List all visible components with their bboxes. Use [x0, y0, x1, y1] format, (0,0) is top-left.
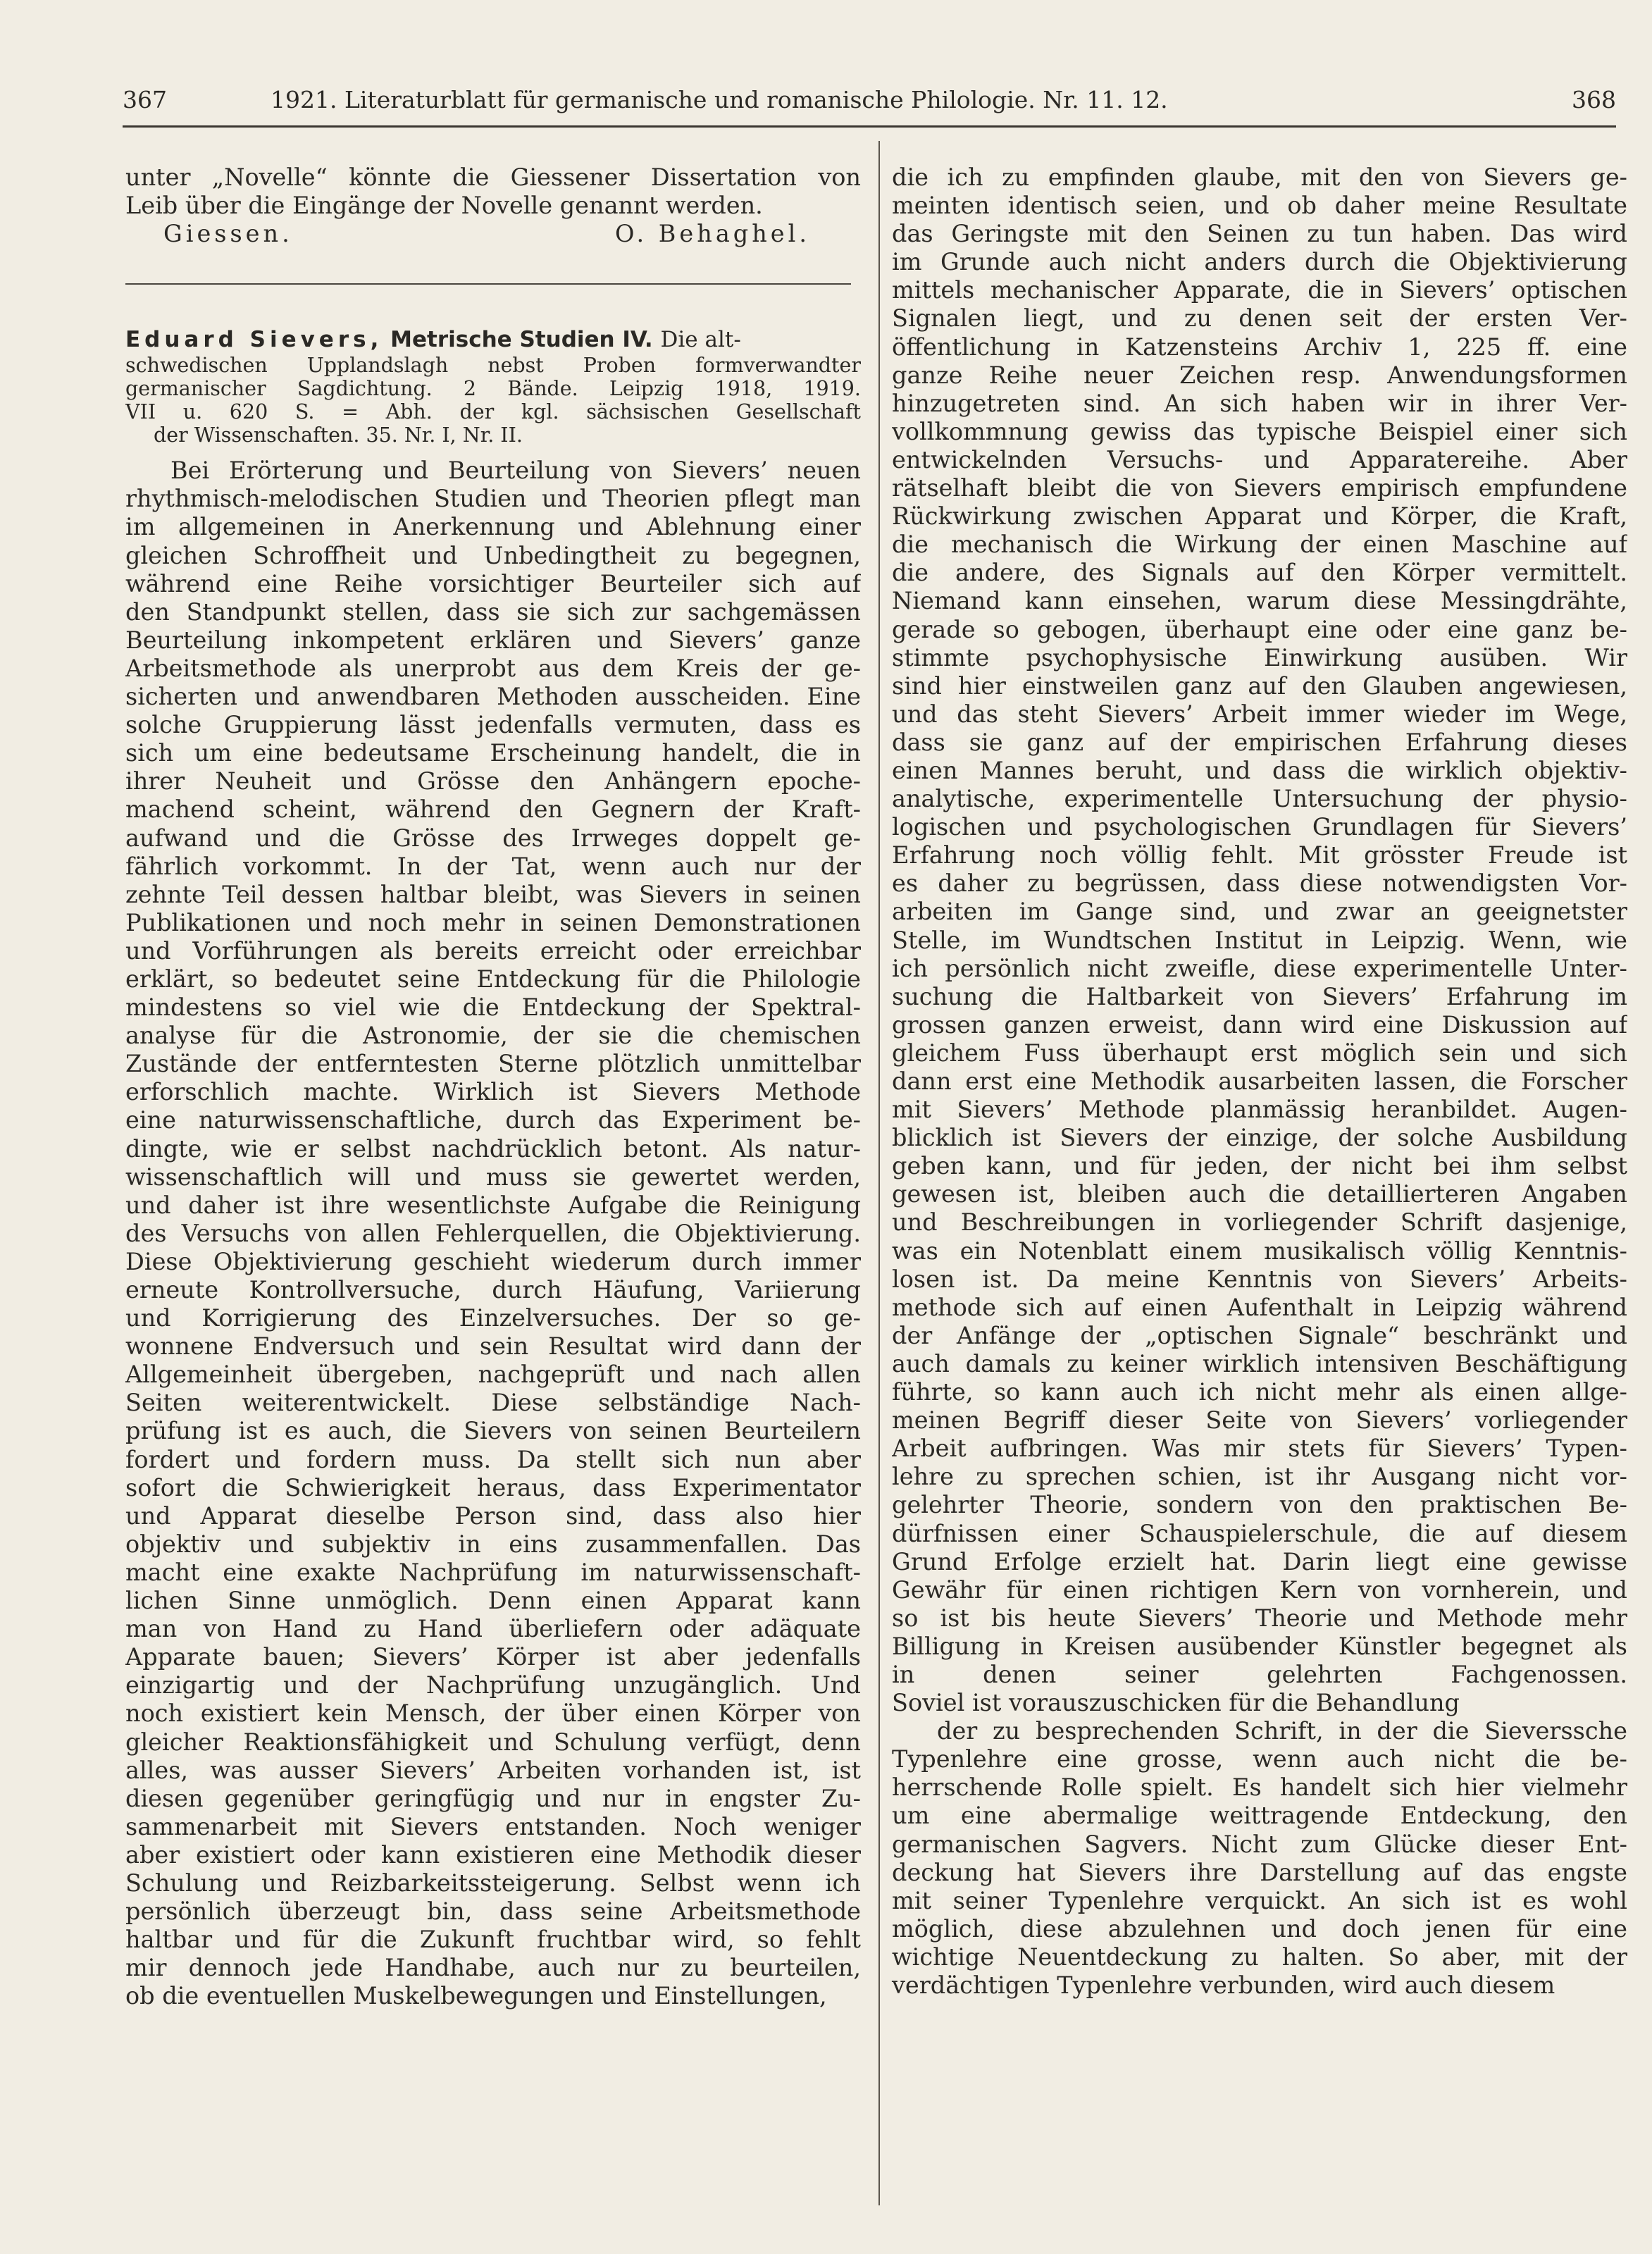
text-line: aber existiert oder kann existieren eine Methodik dieser [125, 1840, 861, 1869]
text-line: meinen Begriff dieser Seite von Sievers’ vorliegender [892, 1406, 1627, 1435]
text-line: haltbar und für die Zukunft fruchtbar wird, so fehlt [125, 1926, 861, 1954]
text-line: grossen ganzen erweist, dann wird eine Diskussion auf [892, 1010, 1627, 1039]
text-line: wissenschaftlich will und muss sie gewertet werden, [125, 1163, 861, 1191]
review-signature [125, 220, 861, 248]
text-line: was ein Notenblatt einem musikalisch völlig Kenntnis- [892, 1237, 1627, 1265]
text-line: Soviel ist vorauszuschicken für die Behandlung [892, 1689, 1460, 1717]
text-line: lehre zu sprechen schien, ist ihr Ausgang nicht vor- [892, 1463, 1627, 1491]
text-line: im Grunde auch nicht anders durch die Objektivierung [892, 248, 1627, 276]
text-line: mit seiner Typenlehre verquickt. An sich ist es wohl [892, 1886, 1627, 1914]
text-line: meinten identisch seien, und ob daher meine Resultate [892, 192, 1627, 220]
text-line: losen ist. Da meine Kenntnis von Sievers’ Arbeits- [892, 1265, 1627, 1293]
text-line: Bei Erörterung und Beurteilung von Sievers’ neuen [170, 457, 861, 485]
review-body-left [125, 457, 861, 2010]
text-line: Schulung und Reizbarkeitssteigerung. Selbst wenn ich [125, 1869, 861, 1897]
text-line: Arbeit aufbringen. Was mir stets für Sievers’ Typen- [892, 1435, 1627, 1463]
text-line: die mechanisch die Wirkung der einen Maschine auf [892, 531, 1627, 559]
text-line: möglich, diese abzulehnen und doch jenen für eine [892, 1914, 1627, 1943]
text-line: Erfahrung noch völlig fehlt. Mit grösster Freude ist [892, 841, 1627, 869]
text-line: so ist bis heute Sievers’ Theorie und Methode mehr [892, 1604, 1627, 1632]
bibliographic-line: der Wissenschaften. 35. Nr. I, Nr. II. [154, 423, 523, 447]
text-line: das Geringste mit den Seinen zu tun haben. Das wird [892, 220, 1627, 248]
text-line: Billigung in Kreisen ausübender Künstler begegnet als [892, 1632, 1627, 1660]
signature-place: Giessen. [163, 220, 293, 248]
text-line: alles, was ausser Sievers’ Arbeiten vorhanden ist, ist [125, 1756, 861, 1784]
text-line: die andere, des Signals auf den Körper vermittelt. [892, 559, 1627, 587]
bibliographic-line: VII u. 620 S. = Abh. der kgl. sächsischen Gesellschaft [125, 400, 861, 424]
text-line: des Versuchs von allen Fehlerquellen, die Objektivierung. [125, 1219, 861, 1247]
bibliographic-line: schwedischen Upplandslagh nebst Proben formverwandter [125, 354, 861, 378]
text-line: auch damals zu keiner wirklich intensiven Beschäftigung [892, 1349, 1627, 1377]
right-column [892, 163, 1627, 2000]
text-line: analytische, experimentelle Untersuchung der physio- [892, 785, 1627, 813]
text-line: und das steht Sievers’ Arbeit immer wieder im Wege, [892, 700, 1627, 728]
text-line: eine naturwissenschaftliche, durch das Experiment be- [125, 1106, 861, 1134]
text-line: Rückwirkung zwischen Apparat und Körper, die Kraft, [892, 502, 1627, 531]
text-line: deckung hat Sievers ihre Darstellung auf das engste [892, 1858, 1627, 1886]
text-line: sicherten und anwendbaren Methoden ausscheiden. Eine [125, 683, 861, 711]
text-line: sofort die Schwierigkeit heraus, dass Experimentator [125, 1473, 861, 1501]
text-line: Publikationen und noch mehr in seinen Demonstrationen [125, 908, 861, 936]
text-line: mindestens so viel wie die Entdeckung der Spektral- [125, 993, 861, 1022]
text-line: ganze Reihe neuer Zeichen resp. Anwendungsformen [892, 361, 1627, 389]
text-line: einen Mannes beruht, und dass die wirklich objektiv- [892, 756, 1627, 784]
text-line: Beurteilung inkompetent erklären und Sievers’ ganze [125, 626, 861, 654]
journal-title: 1921. Literaturblatt für germanische und romanische Philologie. Nr. 11. 12. [271, 86, 1168, 113]
reviewed-subtitle-start: Die alt- [660, 327, 741, 353]
column-divider [878, 141, 880, 2205]
text-line: gleichem Fuss überhaupt erst möglich sein und sich [892, 1039, 1627, 1067]
text-line: erneute Kontrollversuche, durch Häufung, Variierung [125, 1276, 861, 1304]
text-line: gleichen Schroffheit und Unbedingtheit zu begegnen, [125, 541, 861, 569]
text-line: sich um eine bedeutsame Erscheinung handelt, die in [125, 739, 861, 767]
text-line: und daher ist ihre wesentlichste Aufgabe die Reinigung [125, 1191, 861, 1219]
text-line: mit Sievers’ Methode planmässig heranbildet. Augen- [892, 1096, 1627, 1124]
text-line: und Vorführungen als bereits erreicht oder erreichbar [125, 936, 861, 965]
text-line: rätselhaft bleibt die von Sievers empirisch empfundene [892, 474, 1627, 502]
text-line: aufwand und die Grösse des Irrweges doppelt ge- [125, 824, 861, 852]
text-line: und Apparat dieselbe Person sind, dass also hier [125, 1501, 861, 1530]
text-line: der Anfänge der „optischen Signale“ beschränkt und [892, 1321, 1627, 1349]
text-line: gewesen ist, bleiben auch die detaillierteren Angaben [892, 1180, 1627, 1208]
text-line: der zu besprechenden Schrift, in der die Sieverssche [937, 1717, 1627, 1745]
text-line: einzigartig und der Nachprüfung unzugänglich. Und [125, 1671, 861, 1699]
text-line: Typenlehre eine grosse, wenn auch nicht die be- [892, 1745, 1627, 1773]
signature-name: O. Behaghel. [615, 220, 810, 248]
text-line: fordert und fordern muss. Da stellt sich nun aber [125, 1445, 861, 1473]
header-rule [123, 125, 1616, 128]
text-line: objektiv und subjektiv in eins zusammenfallen. Das [125, 1530, 861, 1558]
text-line: die ich zu empfinden glaube, mit den von Sievers ge- [892, 163, 1627, 191]
review-body-right [892, 163, 1627, 2000]
text-line: den Standpunkt stellen, dass sie sich zur sachgemässen [125, 597, 861, 626]
text-line: unter „Novelle“ könnte die Giessener Dissertation von [125, 163, 861, 191]
text-line: machend scheint, während den Gegnern der Kraft- [125, 795, 861, 824]
text-line: dann erst eine Methodik ausarbeiten lassen, die Forscher [892, 1067, 1627, 1095]
text-line: Diese Objektivierung geschieht wiederum durch immer [125, 1247, 861, 1275]
right-page-number: 368 [1572, 86, 1616, 113]
text-line: Signalen liegt, und zu denen seit der ersten Ver- [892, 304, 1627, 333]
running-header [123, 83, 1616, 123]
text-line: dürfnissen einer Schauspielerschule, die auf diesem [892, 1519, 1627, 1547]
text-line: führte, so kann auch ich nicht mehr als einen allge- [892, 1378, 1627, 1406]
text-line: stimmte psychophysische Einwirkung ausüben. Wir [892, 643, 1627, 671]
text-line: hinzugetreten sind. An sich haben wir in ihrer Ver- [892, 389, 1627, 417]
text-line: sind hier einstweilen ganz auf den Glauben angewiesen, [892, 671, 1627, 700]
left-page-number: 367 [123, 86, 167, 113]
text-line: erklärt, so bedeutet seine Entdeckung für die Philologie [125, 965, 861, 993]
text-line: prüfung ist es auch, die Sievers von seinen Beurteilern [125, 1417, 861, 1445]
text-line: Zustände der entferntesten Sterne plötzlich unmittelbar [125, 1050, 861, 1078]
text-line: logischen und psychologischen Grundlagen für Sievers’ [892, 813, 1627, 841]
text-line: Stelle, im Wundtschen Institut in Leipzig. Wenn, wie [892, 926, 1627, 954]
text-line: Niemand kann einsehen, warum diese Messingdrähte, [892, 587, 1627, 615]
text-line: geben kann, und für jeden, der nicht bei ihm selbst [892, 1152, 1627, 1180]
text-line: analyse für die Astronomie, der sie die chemischen [125, 1022, 861, 1050]
text-line: im allgemeinen in Anerkennung und Ablehnung einer [125, 513, 861, 541]
text-line: Seiten weiterentwickelt. Diese selbständige Nach- [125, 1389, 861, 1417]
text-line: solche Gruppierung lässt jedenfalls vermuten, dass es [125, 711, 861, 739]
reviewed-author: Eduard Sievers, [125, 327, 383, 353]
reviewed-title: Metrische Studien IV. [390, 327, 653, 353]
text-line: sammenarbeit mit Sievers entstanden. Noch weniger [125, 1812, 861, 1840]
text-line: noch existiert kein Mensch, der über einen Körper von [125, 1699, 861, 1728]
text-line: und Korrigierung des Einzelversuches. Der so ge- [125, 1304, 861, 1332]
review-heading [125, 326, 861, 354]
text-line: es daher zu begrüssen, dass diese notwendigsten Vor- [892, 869, 1627, 898]
text-line: zehnte Teil dessen haltbar bleibt, was Sievers in seinen [125, 880, 861, 908]
text-line: gelehrter Theorie, sondern von den praktischen Be- [892, 1491, 1627, 1519]
text-line: germanischen Sagvers. Nicht zum Glücke dieser Ent- [892, 1830, 1627, 1858]
text-line: mittels mechanischer Apparate, die in Sievers’ optischen [892, 276, 1627, 304]
text-line: öffentlichung in Katzensteins Archiv 1, 225 ff. eine [892, 333, 1627, 361]
text-line: während eine Reihe vorsichtiger Beurteiler sich auf [125, 569, 861, 597]
text-line: Leib über die Eingänge der Novelle genannt werden. [125, 192, 763, 220]
text-line: ihrer Neuheit und Grösse den Anhängern epoche- [125, 767, 861, 795]
text-line: dass sie ganz auf der empirischen Erfahrung dieses [892, 728, 1627, 756]
text-line: entwickelnden Versuchs- und Apparatereihe. Aber [892, 445, 1627, 473]
text-line: fährlich vorkommt. In der Tat, wenn auch nur der [125, 852, 861, 880]
text-line: mir dennoch jede Handhabe, auch nur zu beurteilen, [125, 1954, 861, 1982]
text-line: Allgemeinheit übergeben, nachgeprüft und nach allen [125, 1361, 861, 1389]
text-line: methode sich auf einen Aufenthalt in Leipzig während [892, 1293, 1627, 1321]
text-line: dingte, wie er selbst nachdrücklich betont. Als natur- [125, 1134, 861, 1163]
text-line: Apparate bauen; Sievers’ Körper ist aber jedenfalls [125, 1643, 861, 1671]
text-line: Arbeitsmethode als unerprobt aus dem Kreis der ge- [125, 654, 861, 682]
text-line: macht eine exakte Nachprüfung im naturwissenschaft- [125, 1558, 861, 1586]
text-line: diesen gegenüber geringfügig und nur in engster Zu- [125, 1784, 861, 1812]
text-line: suchung die Haltbarkeit von Sievers’ Erfahrung im [892, 982, 1627, 1010]
text-line: gleicher Reaktionsfähigkeit und Schulung verfügt, denn [125, 1728, 861, 1756]
text-line: vollkommnung gewiss das typische Beispiel einer sich [892, 417, 1627, 445]
text-line: Grund Erfolge erzielt hat. Darin liegt eine gewisse [892, 1547, 1627, 1575]
text-line: wonnene Endversuch und sein Resultat wird dann der [125, 1332, 861, 1361]
text-line: um eine abermalige weittragende Entdeckung, den [892, 1802, 1627, 1830]
text-line: arbeiten im Gange sind, und zwar an geeignetster [892, 898, 1627, 926]
text-line: blicklich ist Sievers der einzige, der solche Ausbildung [892, 1124, 1627, 1152]
bibliographic-line: germanischer Sagdichtung. 2 Bände. Leipzig 1918, 1919. [125, 377, 861, 401]
text-line: lichen Sinne unmöglich. Denn einen Apparat kann [125, 1587, 861, 1615]
text-line: ob die eventuellen Muskelbewegungen und Einstellungen, [125, 1982, 827, 2010]
text-line: gerade so gebogen, überhaupt eine oder eine ganz be- [892, 615, 1627, 643]
section-separator [125, 283, 851, 286]
text-line: ich persönlich nicht zweifle, diese experimentelle Unter- [892, 954, 1627, 982]
text-line: in denen seiner gelehrten Fachgenossen. [892, 1660, 1627, 1688]
text-line: rhythmisch-melodischen Studien und Theorien pflegt man [125, 485, 861, 513]
text-line: erforschlich machte. Wirklich ist Sievers Methode [125, 1078, 861, 1106]
text-line: Gewähr für einen richtigen Kern von vornherein, und [892, 1575, 1627, 1604]
text-line: wichtige Neuentdeckung zu halten. So aber, mit der [892, 1943, 1627, 1971]
left-column [125, 163, 861, 2010]
text-line: persönlich überzeugt bin, dass seine Arbeitsmethode [125, 1897, 861, 1926]
text-line: herrschende Rolle spielt. Es handelt sich hier vielmehr [892, 1773, 1627, 1802]
text-line: verdächtigen Typenlehre verbunden, wird auch diesem [892, 1971, 1555, 1999]
text-line: und Beschreibungen in vorliegender Schrift dasjenige, [892, 1208, 1627, 1237]
text-line: man von Hand zu Hand überliefern oder adäquate [125, 1615, 861, 1643]
